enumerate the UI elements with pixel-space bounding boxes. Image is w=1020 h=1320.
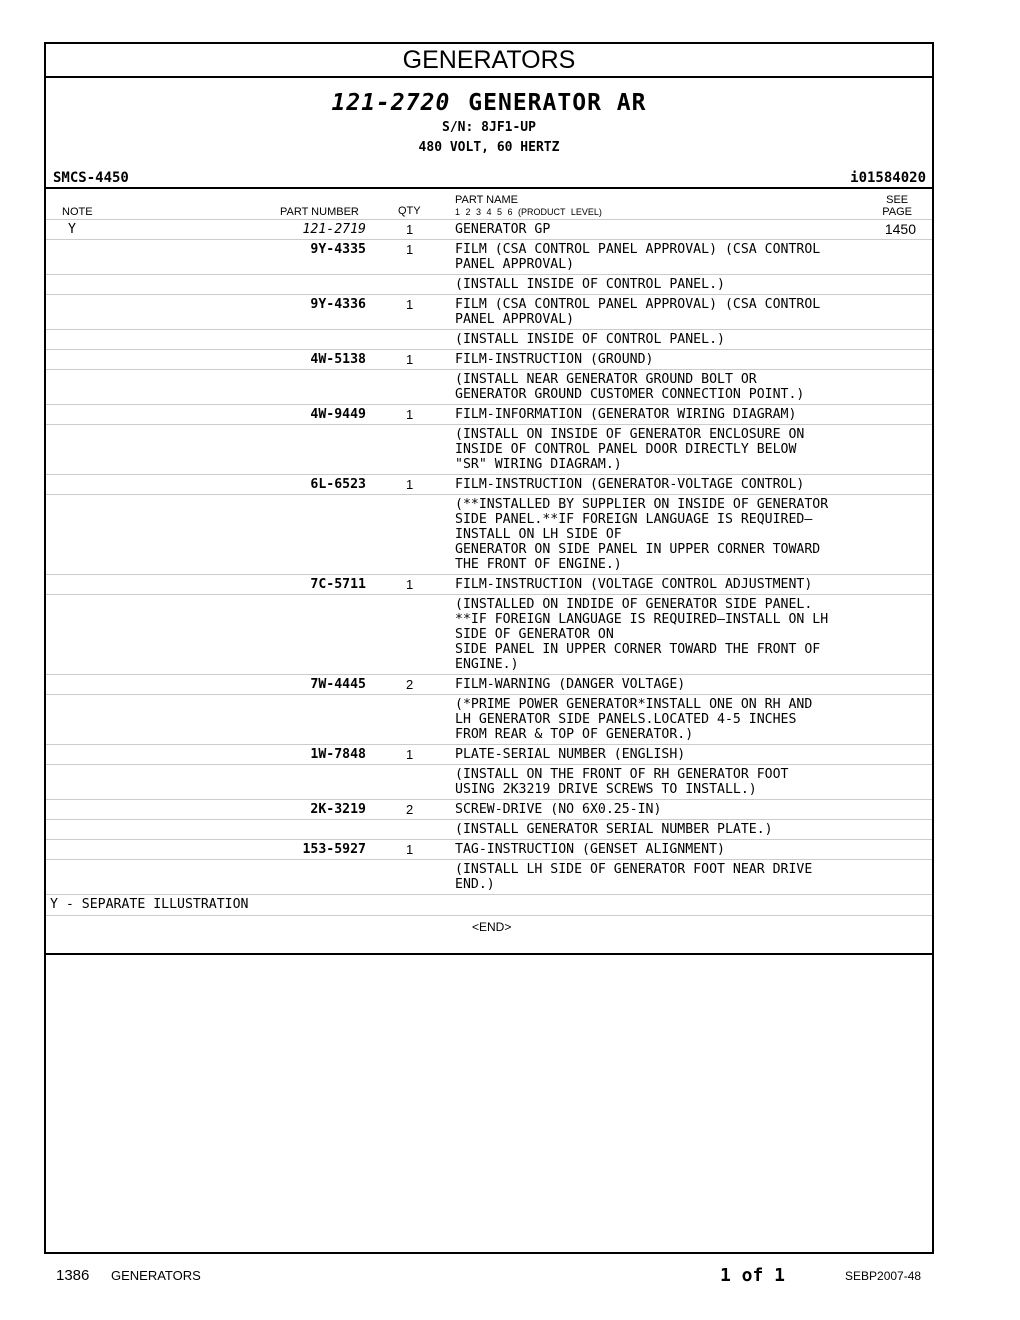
table-row — [46, 219, 932, 239]
row-part-number: 4W-9449 — [310, 407, 366, 422]
row-qty: 1 — [406, 297, 414, 312]
table-row — [46, 294, 932, 329]
row-part-name: FILM-INSTRUCTION (GROUND) — [455, 352, 654, 367]
group-name: GENERATOR AR — [468, 90, 647, 116]
header-rule — [46, 187, 932, 189]
table-row — [46, 424, 932, 474]
row-part-name: FILM (CSA CONTROL PANEL APPROVAL) (CSA CONTROL PANEL APPROVAL) — [455, 242, 821, 272]
row-part-number: 121-2719 — [302, 222, 366, 237]
row-part-name: (INSTALL GENERATOR SERIAL NUMBER PLATE.) — [455, 822, 773, 837]
footnote: Y - SEPARATE ILLUSTRATION — [50, 897, 249, 912]
column-header-part-name: PART NAME — [455, 194, 518, 206]
row-part-name: (**INSTALLED BY SUPPLIER ON INSIDE OF GENERATOR SIDE PANEL.**IF FOREIGN LANGUAGE IS REQUIRED— INSTALL ON LH SIDE OF GENERATOR ON SIDE PANEL IN UPPER CORNER TOWARD THE FRONT OF ENGINE.) — [455, 497, 829, 572]
table-row — [46, 404, 932, 424]
row-part-name: FILM-INSTRUCTION (VOLTAGE CONTROL ADJUSTMENT) — [455, 577, 813, 592]
table-row — [46, 369, 932, 404]
row-part-number: 7C-5711 — [310, 577, 366, 592]
row-part-name: (INSTALL LH SIDE OF GENERATOR FOOT NEAR DRIVE END.) — [455, 862, 813, 892]
end-marker: <END> — [472, 920, 512, 934]
footer-doc-id: SEBP2007-48 — [845, 1269, 922, 1283]
column-header-qty: QTY — [398, 205, 421, 217]
row-part-number: 7W-4445 — [310, 677, 366, 692]
row-part-name: FILM (CSA CONTROL PANEL APPROVAL) (CSA CONTROL PANEL APPROVAL) — [455, 297, 821, 327]
row-qty: 1 — [406, 407, 414, 422]
row-part-number: 9Y-4335 — [310, 242, 366, 257]
row-part-name: (INSTALL ON THE FRONT OF RH GENERATOR FOOT USING 2K3219 DRIVE SCREWS TO INSTALL.) — [455, 767, 789, 797]
group-part-number: 121-2720 — [331, 90, 451, 116]
row-part-name: (INSTALL INSIDE OF CONTROL PANEL.) — [455, 332, 725, 347]
serial-number: S/N: 8JF1-UP — [442, 120, 536, 135]
table-row — [46, 744, 932, 764]
row-part-name: FILM-WARNING (DANGER VOLTAGE) — [455, 677, 686, 692]
column-header-part-number: PART NUMBER — [280, 206, 359, 218]
column-header-product-level: 1 2 3 4 5 6 (PRODUCT LEVEL) — [455, 207, 602, 217]
row-part-name: FILM-INSTRUCTION (GENERATOR-VOLTAGE CONTROL) — [455, 477, 805, 492]
row-qty: 2 — [406, 677, 414, 692]
row-part-number: 6L-6523 — [310, 477, 366, 492]
column-header-see-page: SEE PAGE — [882, 194, 912, 218]
row-part-number: 2K-3219 — [310, 802, 366, 817]
row-part-name: PLATE-SERIAL NUMBER (ENGLISH) — [455, 747, 686, 762]
row-part-number: 9Y-4336 — [310, 297, 366, 312]
end-row — [46, 915, 932, 953]
table-row — [46, 329, 932, 349]
row-part-number: 153-5927 — [302, 842, 366, 857]
row-part-number: 4W-5138 — [310, 352, 366, 367]
table-row — [46, 574, 932, 594]
row-part-name: FILM-INFORMATION (GENERATOR WIRING DIAGRAM) — [455, 407, 797, 422]
row-part-number: 1W-7848 — [310, 747, 366, 762]
page-title: GENERATORS — [46, 44, 932, 78]
table-row — [46, 694, 932, 744]
group-title — [46, 88, 932, 118]
rating: 480 VOLT, 60 HERTZ — [418, 140, 560, 155]
table-row — [46, 819, 932, 839]
row-part-name: (*PRIME POWER GENERATOR*INSTALL ONE ON RH AND LH GENERATOR SIDE PANELS.LOCATED 4-5 INCHES FROM REAR & TOP OF GENERATOR.) — [455, 697, 813, 742]
row-part-name: (INSTALL INSIDE OF CONTROL PANEL.) — [455, 277, 725, 292]
row-qty: 1 — [406, 477, 414, 492]
table-row — [46, 274, 932, 294]
footnote-row — [46, 894, 932, 915]
end-rule — [46, 953, 932, 955]
table-row — [46, 349, 932, 369]
row-see-page: 1450 — [884, 221, 916, 237]
row-part-name: (INSTALL NEAR GENERATOR GROUND BOLT OR GENERATOR GROUND CUSTOMER CONNECTION POINT.) — [455, 372, 805, 402]
table-row — [46, 859, 932, 894]
row-part-name: GENERATOR GP — [455, 222, 551, 237]
row-qty: 1 — [406, 222, 414, 237]
row-qty: 1 — [406, 242, 414, 257]
row-qty: 2 — [406, 802, 414, 817]
table-row — [46, 764, 932, 799]
illustration-id: i01584020 — [850, 170, 926, 186]
footer-section: GENERATORS — [111, 1268, 201, 1283]
row-part-name: (INSTALL ON INSIDE OF GENERATOR ENCLOSURE ON INSIDE OF CONTROL PANEL DOOR DIRECTLY BELOW "SR" WIRING DIAGRAM.) — [455, 427, 805, 472]
row-part-name: TAG-INSTRUCTION (GENSET ALIGNMENT) — [455, 842, 725, 857]
table-row — [46, 474, 932, 494]
row-part-name: SCREW-DRIVE (NO 6X0.25-IN) — [455, 802, 662, 817]
row-qty: 1 — [406, 577, 414, 592]
row-part-name: (INSTALLED ON INDIDE OF GENERATOR SIDE PANEL. **IF FOREIGN LANGUAGE IS REQUIRED—INSTALL ON LH SIDE OF GENERATOR ON SIDE PANEL IN UPPER CORNER TOWARD THE FRONT OF ENGINE.) — [455, 597, 829, 672]
group-header — [46, 88, 932, 158]
row-note: Y — [68, 222, 76, 237]
table-row — [46, 674, 932, 694]
table-row — [46, 239, 932, 274]
footer-page-of: 1 of 1 — [720, 1265, 786, 1286]
table-row — [46, 799, 932, 819]
row-qty: 1 — [406, 842, 414, 857]
table-row — [46, 839, 932, 859]
row-qty: 1 — [406, 747, 414, 762]
table-row — [46, 594, 932, 674]
row-qty: 1 — [406, 352, 414, 367]
column-header-note: NOTE — [62, 206, 93, 218]
smcs-code: SMCS-4450 — [53, 170, 129, 186]
footer-page-number: 1386 — [56, 1267, 90, 1284]
parts-list — [46, 219, 932, 953]
parts-page-frame — [44, 42, 934, 1254]
table-row — [46, 494, 932, 574]
